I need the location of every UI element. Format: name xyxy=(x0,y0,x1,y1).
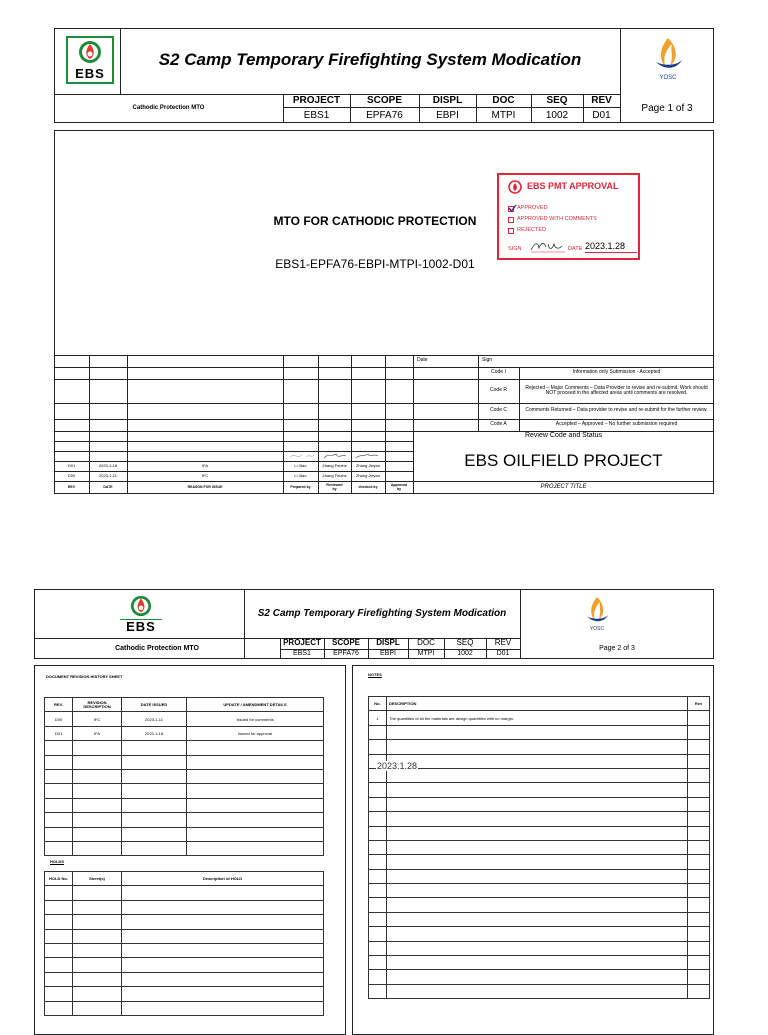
table-row xyxy=(45,958,324,972)
table-row xyxy=(45,798,324,812)
table-row xyxy=(369,711,710,725)
stamp-option-approved-comments xyxy=(508,215,638,224)
table-row xyxy=(369,797,710,811)
ebs-logo xyxy=(120,594,162,636)
holds-col-sheets: Sheet(s) xyxy=(73,872,122,886)
review-code-caption: Review Code and Status xyxy=(524,432,603,440)
yosc-logo-text: YOSC xyxy=(589,626,605,633)
page-number: Page 2 of 3 xyxy=(599,644,635,652)
page-number: Page 1 of 3 xyxy=(641,103,693,114)
footer-approved: Approved by xyxy=(390,482,408,491)
project-title-label: PROJECT TITLE xyxy=(540,484,587,491)
checkbox-icon xyxy=(508,217,514,223)
yosc-logo xyxy=(640,36,696,86)
stamp-sign-label: SIGN xyxy=(508,246,522,253)
rev-row-2-checked: Zhang Jieyao xyxy=(355,472,380,478)
notes-col-description: DESCRIPTION xyxy=(387,697,688,711)
field-label-project: PROJECT xyxy=(292,95,341,106)
table-row xyxy=(45,900,324,914)
ebs-logo xyxy=(66,36,114,84)
table-row xyxy=(45,886,324,900)
project-name: EBS OILFIELD PROJECT xyxy=(464,450,663,470)
table-row xyxy=(369,740,710,754)
table-row xyxy=(369,783,710,797)
doc-subtitle: Cathodic Protection MTO xyxy=(115,644,199,652)
table-row xyxy=(369,725,710,739)
stamp-signature xyxy=(529,238,565,254)
table-row xyxy=(45,827,324,841)
table-row xyxy=(45,741,324,755)
yosc-logo xyxy=(572,595,622,635)
history-col-date: DATE ISSUED xyxy=(122,698,187,712)
code-a: Code A xyxy=(490,421,507,428)
field-value-doc: MTPI xyxy=(491,109,516,121)
table-row xyxy=(369,869,710,883)
history-cell: Issued for approval xyxy=(187,726,324,740)
table-row xyxy=(45,972,324,986)
code-c: Code C xyxy=(490,407,507,414)
field-label-displ: DISPL xyxy=(432,95,463,106)
field-label-scope: SCOPE xyxy=(331,638,360,648)
code-r-desc: Rejected – Major Comments – Data Provider to revise and re-submit. Work should NOT proceed in the affected areas until comments are resolved. xyxy=(525,384,708,396)
table-row xyxy=(45,784,324,798)
table-row xyxy=(369,984,710,998)
table-row xyxy=(45,1001,324,1015)
field-value-seq: 1002 xyxy=(545,109,569,121)
table-row xyxy=(45,813,324,827)
footer-checked: checked by xyxy=(358,484,378,489)
table-row xyxy=(369,927,710,941)
notes-title: NOTES xyxy=(368,672,382,677)
code-c-desc: Comments Returned – Data provider to revise and re-submit for the further review. xyxy=(525,407,708,414)
table-row xyxy=(45,726,324,740)
rev-row-1-rev: D01 xyxy=(67,462,76,468)
field-value-displ: EBPI xyxy=(380,650,396,658)
page-1 xyxy=(0,0,768,500)
history-cell: D01 xyxy=(45,726,73,740)
footer-reviewed: Reviewed by xyxy=(326,482,343,491)
field-label-doc: DOC xyxy=(492,95,515,106)
table-row xyxy=(369,840,710,854)
holds-col-description: Description of HOLD xyxy=(122,872,324,886)
document-title: S2 Camp Temporary Firefighting System Modication xyxy=(257,607,507,619)
notes-cell: 1 xyxy=(369,711,387,725)
document-title: S2 Camp Temporary Firefighting System Modication xyxy=(158,49,582,69)
stamp-logo-icon xyxy=(508,180,522,194)
table-row xyxy=(45,769,324,783)
holds-title: HOLDS xyxy=(50,859,64,864)
field-label-scope: SCOPE xyxy=(366,95,402,106)
field-value-project: EBS1 xyxy=(303,109,330,121)
signatures xyxy=(286,451,412,461)
field-label-displ: DISPL xyxy=(376,638,400,648)
table-row xyxy=(369,855,710,869)
doc-subtitle: Cathodic Protection MTO xyxy=(132,105,205,112)
table-row xyxy=(45,841,324,855)
table-row xyxy=(369,754,710,768)
field-label-seq: SEQ xyxy=(456,638,474,648)
table-row xyxy=(369,941,710,955)
field-label-rev: REV xyxy=(494,638,512,648)
history-cell: 2023-1-18 xyxy=(122,726,187,740)
table-row xyxy=(45,915,324,929)
rev-row-1-date: 2023-1-18 xyxy=(98,462,118,468)
yosc-logo-text: YOSC xyxy=(659,74,677,81)
stamp-date-label: DATE xyxy=(568,246,583,253)
field-value-rev: D01 xyxy=(592,109,611,121)
ebs-logo-text: EBS xyxy=(120,619,162,634)
handwritten-date: 2023.1.28 xyxy=(377,761,418,771)
table-row xyxy=(369,768,710,782)
code-a-desc: Accepted – Approved – No further submission required xyxy=(555,421,678,428)
history-col-rev: REV. xyxy=(45,698,73,712)
code-r: Code R xyxy=(490,387,507,394)
table-row xyxy=(369,912,710,926)
revision-history-table xyxy=(44,697,324,856)
footer-prepared: Prepared by xyxy=(290,484,311,489)
history-cell: Issued for comments xyxy=(187,712,324,726)
rev-row-2-reviewed: Zhang Feizhe xyxy=(322,472,347,478)
notes-table xyxy=(368,696,710,999)
table-row xyxy=(369,826,710,840)
field-value-rev: D01 xyxy=(496,650,510,658)
field-value-scope: EPFA76 xyxy=(333,650,359,658)
rev-row-1-reviewed: Zhang Feizhe xyxy=(322,462,347,468)
table-row xyxy=(369,884,710,898)
table-row xyxy=(45,943,324,957)
field-value-doc: MTPI xyxy=(417,650,435,658)
stamp-date-value: 2023.1.28 xyxy=(585,241,637,253)
rev-row-1-checked: Zhang Jieyao xyxy=(355,462,380,468)
checked-box-icon xyxy=(508,206,514,212)
code-i-desc: Information only Submission - Accepted xyxy=(572,369,661,376)
table-row xyxy=(369,970,710,984)
history-col-description: REVISION DESCRIPTION xyxy=(73,698,122,712)
table-row xyxy=(369,812,710,826)
footer-date: DATE xyxy=(103,484,113,489)
rev-row-2-rev: D00 xyxy=(67,472,76,478)
table-row xyxy=(45,929,324,943)
field-value-seq: 1002 xyxy=(457,650,473,658)
stamp-approved-label: APPROVED xyxy=(517,205,548,212)
notes-cell: The quantities of all the materials are design quantities with no margin. xyxy=(387,711,688,725)
holds-col-no: HOLD No. xyxy=(45,872,73,886)
field-label-doc: DOC xyxy=(417,638,435,648)
footer-rev: REV xyxy=(67,484,76,489)
field-value-scope: EPFA76 xyxy=(366,109,403,121)
history-col-details: UPDATE / AMENDMENT DETAILS xyxy=(187,698,324,712)
field-label-rev: REV xyxy=(591,95,612,106)
rev-row-2-prepared: Li Xiao xyxy=(294,472,307,478)
page-2 xyxy=(0,585,768,1024)
stamp-option-approved xyxy=(508,204,638,213)
cover-doc-number: EBS1-EPFA76-EBPI-MTPI-1002-D01 xyxy=(275,257,475,272)
stamp-rejected-label: REJECTED xyxy=(517,227,547,234)
history-cell: IFC xyxy=(73,712,122,726)
table-row xyxy=(45,755,324,769)
review-date-header: Date xyxy=(417,357,428,364)
stamp-title: EBS PMT APPROVAL xyxy=(527,181,619,192)
checkbox-icon xyxy=(508,228,514,234)
ebs-logo-text: EBS xyxy=(75,65,105,81)
rev-row-1-reason: IFA xyxy=(201,462,208,468)
review-sign-header: Sign xyxy=(482,357,493,364)
field-value-project: EBS1 xyxy=(293,650,311,658)
rev-row-2-date: 2023-1-11 xyxy=(99,472,117,478)
holds-table xyxy=(44,871,324,1016)
history-cell: IFA xyxy=(73,726,122,740)
cover-main-title: MTO FOR CATHODIC PROTECTION xyxy=(273,214,477,229)
stamp-option-rejected xyxy=(508,226,638,235)
history-cell: 2023-1-11 xyxy=(122,712,187,726)
notes-col-rev: Rev xyxy=(688,697,710,711)
stamp-approved-comments-label: APPROVED WITH COMMENTS xyxy=(517,216,597,223)
history-cell: D00 xyxy=(45,712,73,726)
field-value-displ: EBPI xyxy=(436,109,459,121)
notes-col-no: No. xyxy=(369,697,387,711)
table-row xyxy=(369,956,710,970)
field-label-project: PROJECT xyxy=(283,638,321,648)
notes-cell xyxy=(688,711,710,725)
rev-row-2-reason: IFC xyxy=(201,472,209,478)
table-row xyxy=(45,712,324,726)
footer-reason: REASON FOR ISSUE xyxy=(187,484,223,489)
rev-row-1-prepared: Li Xiao xyxy=(294,462,307,468)
code-i: Code I xyxy=(491,369,506,376)
table-row xyxy=(369,898,710,912)
approval-stamp xyxy=(497,173,640,260)
field-label-seq: SEQ xyxy=(546,95,568,106)
table-row xyxy=(45,987,324,1001)
history-title: DOCUMENT REVISION HISTORY SHEET xyxy=(46,674,123,679)
